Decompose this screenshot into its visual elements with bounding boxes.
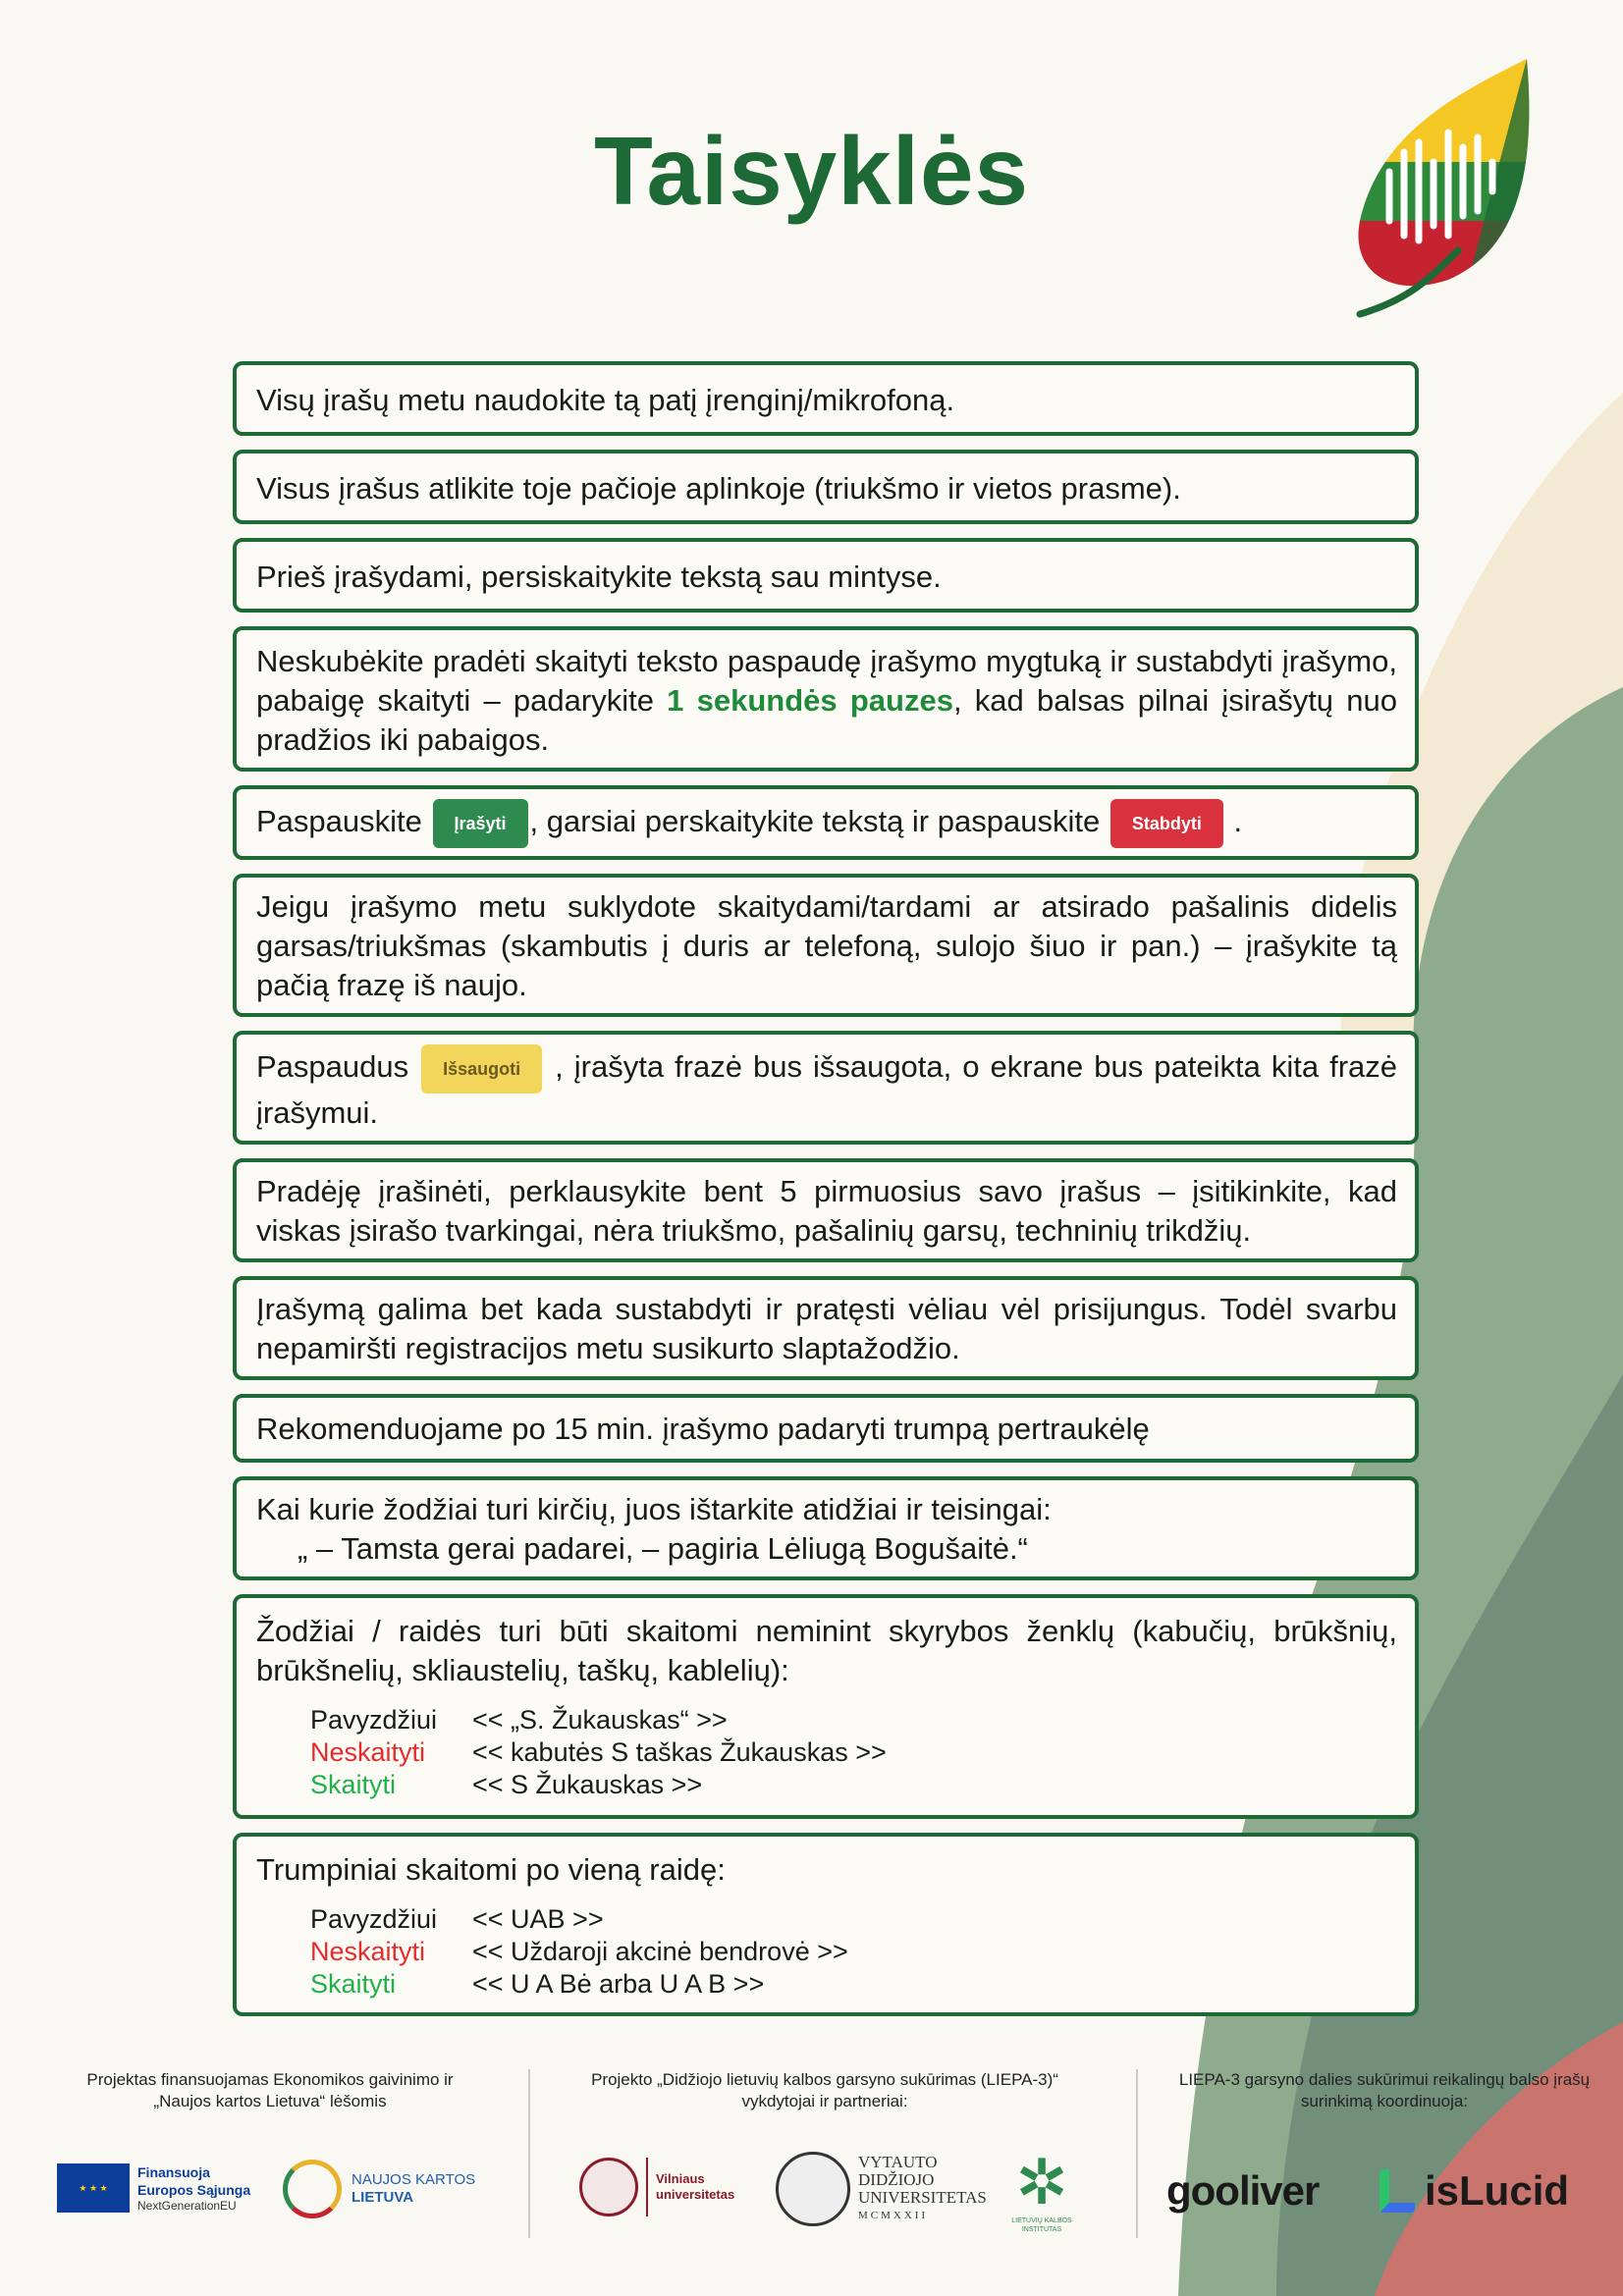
islucid-logo: isLucid: [1380, 2167, 1569, 2215]
lki-logo: ✲ LIETUVIŲ KALBOS INSTITUTAS: [1001, 2148, 1082, 2234]
rule-13: Trumpiniai skaitomi po vieną raidę: Pavyzdžiui << UAB >> Neskaityti << Uždaroji akcinė bendrovė >> Skaityti << U A Bė arba U A B >>: [233, 1833, 1419, 2016]
eu-logo: ★ ★ ★ Finansuoja Europos Sąjunga NextGenerationEU: [57, 2163, 250, 2213]
liepa-leaf-logo: [1340, 54, 1537, 319]
rule-6: Jeigu įrašymo metu suklydote skaitydami/tardami ar atsirado pašalinis didelis garsas/triukšmas (skambutis į duris ar telefoną, sulojo šiuo ir pan.) – įrašykite tą pačią frazę iš naujo.: [233, 874, 1419, 1017]
example-row: Neskaityti << kabutės S taškas Žukauskas >>: [310, 1737, 887, 1767]
vu-seal-icon: [579, 2158, 638, 2216]
rule-9: Įrašymą galima bet kada sustabdyti ir pratęsti vėliau vėl prisijungus. Todėl svarbu nepamiršti registracijos metu susikurto slaptažodžio.: [233, 1276, 1419, 1380]
rule-11: Kai kurie žodžiai turi kirčių, juos ištarkite atidžiai ir teisingai: „ – Tamsta gerai padarei, – pagiria Lėliugą Bogušaitė.“: [233, 1476, 1419, 1580]
rules-list: [233, 361, 1419, 2030]
save-button: Išsaugoti: [421, 1044, 542, 1094]
rule-10: Rekomenduojame po 15 min. įrašymo padaryti trumpą pertraukėlę: [233, 1394, 1419, 1463]
footer-partners-text: Projekto „Didžiojo lietuvių kalbos garsyno sukūrimas (LIEPA-3)“ vykdytojai ir partneriai:: [591, 2070, 1058, 2110]
naujos-kartos-logo: NAUJOS KARTOS LIETUVA: [283, 2160, 475, 2218]
vdu-seal-icon: [776, 2152, 850, 2226]
lki-snowflake-icon: ✲: [1015, 2147, 1068, 2217]
vdu-logo: VYTAUTO DIDŽIOJO UNIVERSITETAS MCMXXII: [776, 2152, 987, 2226]
vilnius-university-logo: Vilniaus universitetas: [579, 2158, 734, 2216]
rule-1: Visų įrašų metu naudokite tą patį įrenginį/mikrofoną.: [233, 361, 1419, 436]
nk-circle-icon: [283, 2160, 342, 2218]
footer: [0, 2069, 1623, 2246]
example-row: Pavyzdžiui << UAB >>: [310, 1904, 604, 1934]
record-button: Įrašyti: [433, 799, 528, 848]
rule-4: Neskubėkite pradėti skaityti teksto paspaudę įrašymo mygtuką ir sustabdyti įrašymo, pabaigę skaityti – padarykite 1 sekundės pauzes, kad balsas pilnai įsirašytų nuo pradžios iki pabaigos.: [233, 626, 1419, 772]
example-row: Skaityti << U A Bė arba U A B >>: [310, 1969, 765, 1999]
example-quote: „ – Tamsta gerai padarei, – pagiria Lėliugą Bogušaitė.“: [298, 1531, 1028, 1566]
rule-7: Paspaudus Išsaugoti , įrašyta frazė bus išsaugota, o ekrane bus pateikta kita frazė įrašymui.: [233, 1031, 1419, 1145]
rule-12: Žodžiai / raidės turi būti skaitomi neminint skyrybos ženklų (kabučių, brūkšnių, brūkšnelių, skliaustelių, taškų, kablelių): Pavyzdžiui << „S. Žukauskas“ >> Neskaityti << kabutės S taškas Žukauskas >> Skaityti << S Žukauskas >>: [233, 1594, 1419, 1819]
eu-flag-icon: ★ ★ ★: [57, 2163, 130, 2213]
islucid-mark-icon: [1380, 2169, 1415, 2213]
rule-3: Prieš įrašydami, persiskaitykite tekstą sau mintyse.: [233, 538, 1419, 613]
example-row: Pavyzdžiui << „S. Žukauskas“ >>: [310, 1705, 728, 1735]
stop-button: Stabdyti: [1110, 799, 1223, 848]
abbreviation-examples: [256, 1903, 1397, 2001]
page-title: Taisyklės: [593, 117, 1030, 225]
footer-divider: [528, 2069, 530, 2238]
example-row: Neskaityti << Uždaroji akcinė bendrovė >>: [310, 1937, 848, 1966]
example-row: Skaityti << S Žukauskas >>: [310, 1770, 703, 1799]
pause-highlight: 1 sekundės pauzes: [667, 683, 953, 718]
footer-divider: [1136, 2069, 1138, 2238]
footer-funding-text: Projektas finansuojamas Ekonomikos gaivinimo ir „Naujos kartos Lietuva“ lėšomis: [86, 2070, 454, 2110]
rule-5: Paspauskite Įrašyti , garsiai perskaitykite tekstą ir paspauskite Stabdyti .: [233, 785, 1419, 860]
gooliver-logo: gooliver: [1166, 2167, 1320, 2214]
rule-2: Visus įrašus atlikite toje pačioje aplinkoje (triukšmo ir vietos prasme).: [233, 450, 1419, 524]
rule-8: Pradėję įrašinėti, perklausykite bent 5 pirmuosius savo įrašus – įsitikinkite, kad viskas įsirašo tvarkingai, nėra triukšmo, pašalinių garsų, techninių trikdžių.: [233, 1158, 1419, 1262]
punctuation-examples: [256, 1704, 1397, 1801]
footer-coordinator-text: LIEPA-3 garsyno dalies sukūrimui reikalingų balso įrašų surinkimą koordinuoja:: [1178, 2070, 1591, 2110]
